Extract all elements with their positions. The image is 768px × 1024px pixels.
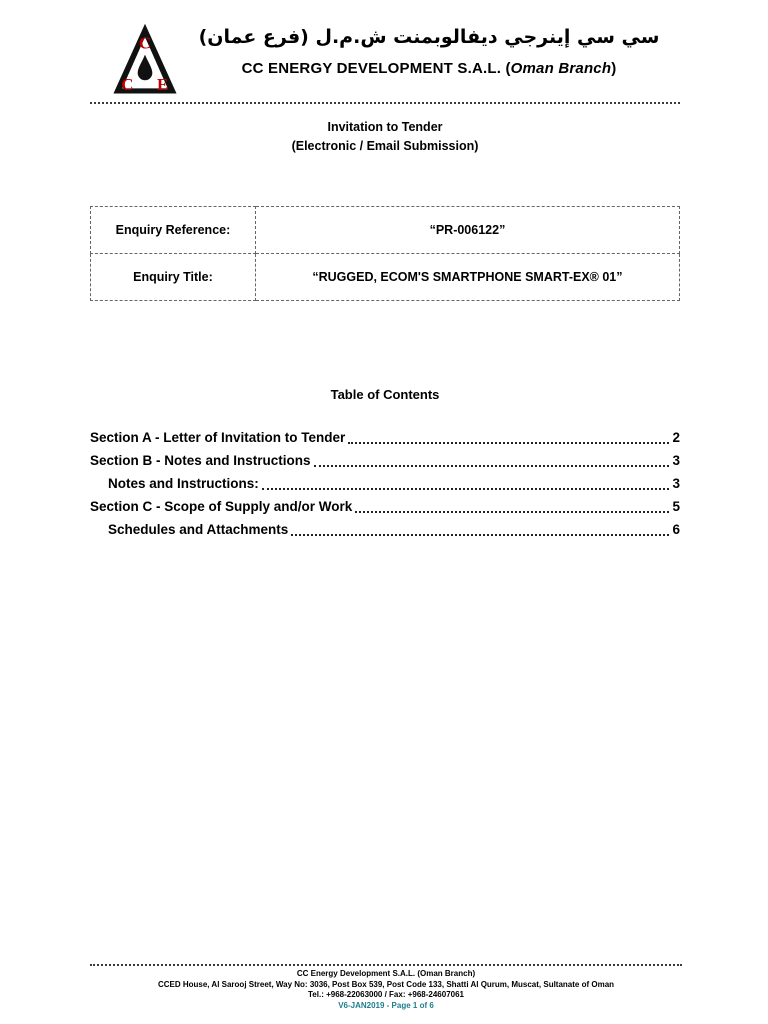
toc-entry-schedules-attachments[interactable] <box>90 518 680 541</box>
toc-entry-label: Schedules and Attachments <box>108 521 289 537</box>
table-row <box>91 206 680 253</box>
toc-page-number: 6 <box>672 521 680 537</box>
company-name-english <box>178 60 680 77</box>
dot-leader <box>291 534 669 536</box>
toc-entry-section-a[interactable] <box>90 426 680 449</box>
footer-divider <box>90 964 682 966</box>
company-name-arabic: سي سي إينرجي ديفالوبمنت ش.م.ل (فرع عمان) <box>198 26 660 48</box>
company-name-branch: Oman Branch <box>510 60 612 77</box>
dot-leader <box>262 488 670 490</box>
dot-leader <box>314 465 670 467</box>
toc-page-number: 3 <box>672 452 680 468</box>
svg-text:E: E <box>156 74 169 94</box>
footer-contact-line: Tel.: +968-22063000 / Fax: +968-24607061 <box>308 990 464 1000</box>
toc-entry-section-c[interactable] <box>90 495 680 518</box>
document-footer <box>90 964 682 1012</box>
company-name-prefix: CC ENERGY DEVELOPMENT S.A.L. ( <box>241 60 511 77</box>
footer-version-page-line: V6-JAN2019 - Page 1 of 6 <box>338 1001 434 1011</box>
doc-title-line1: Invitation to Tender <box>327 120 443 134</box>
doc-title-line2: (Electronic / Email Submission) <box>291 138 479 153</box>
dot-leader <box>355 511 669 513</box>
footer-address-line: CCED House, Al Sarooj Street, Way No: 3036, Post Box 539, Post Code 133, Shatti Al Qurum, Muscat, Sultanate of Oman <box>157 979 615 989</box>
header-divider <box>90 102 680 104</box>
footer-company-line: CC Energy Development S.A.L. (Oman Branch) <box>296 968 476 978</box>
table-row <box>91 253 680 300</box>
toc-entry-label: Notes and Instructions: <box>108 475 259 491</box>
toc-entry-section-b[interactable] <box>90 449 680 472</box>
company-name-suffix: ) <box>611 60 617 77</box>
enquiry-table <box>90 206 680 301</box>
svg-text:C: C <box>138 33 152 53</box>
table-of-contents <box>90 426 680 541</box>
svg-text:C: C <box>121 74 134 94</box>
enquiry-reference-value: “PR-006122” <box>255 206 679 253</box>
toc-entry-label: Section B - Notes and Instructions <box>90 452 311 468</box>
toc-entry-label: Section C - Scope of Supply and/or Work <box>90 498 353 514</box>
toc-page-number: 5 <box>672 498 680 514</box>
company-logo <box>112 22 178 96</box>
toc-title: Table of Contents <box>330 386 440 402</box>
document-header <box>90 22 680 96</box>
document-title <box>90 118 680 156</box>
header-titles <box>178 22 680 77</box>
toc-page-number: 2 <box>672 429 680 445</box>
dot-leader <box>348 442 669 444</box>
toc-entry-notes-instructions[interactable] <box>90 472 680 495</box>
toc-page-number: 3 <box>672 475 680 491</box>
enquiry-reference-label: Enquiry Reference: <box>91 206 256 253</box>
toc-entry-label: Section A - Letter of Invitation to Tender <box>90 429 346 445</box>
enquiry-title-value: “RUGGED, ECOM'S SMARTPHONE SMART-EX® 01” <box>255 253 679 300</box>
enquiry-title-label: Enquiry Title: <box>91 253 256 300</box>
cce-triangle-logo-icon <box>112 22 178 96</box>
